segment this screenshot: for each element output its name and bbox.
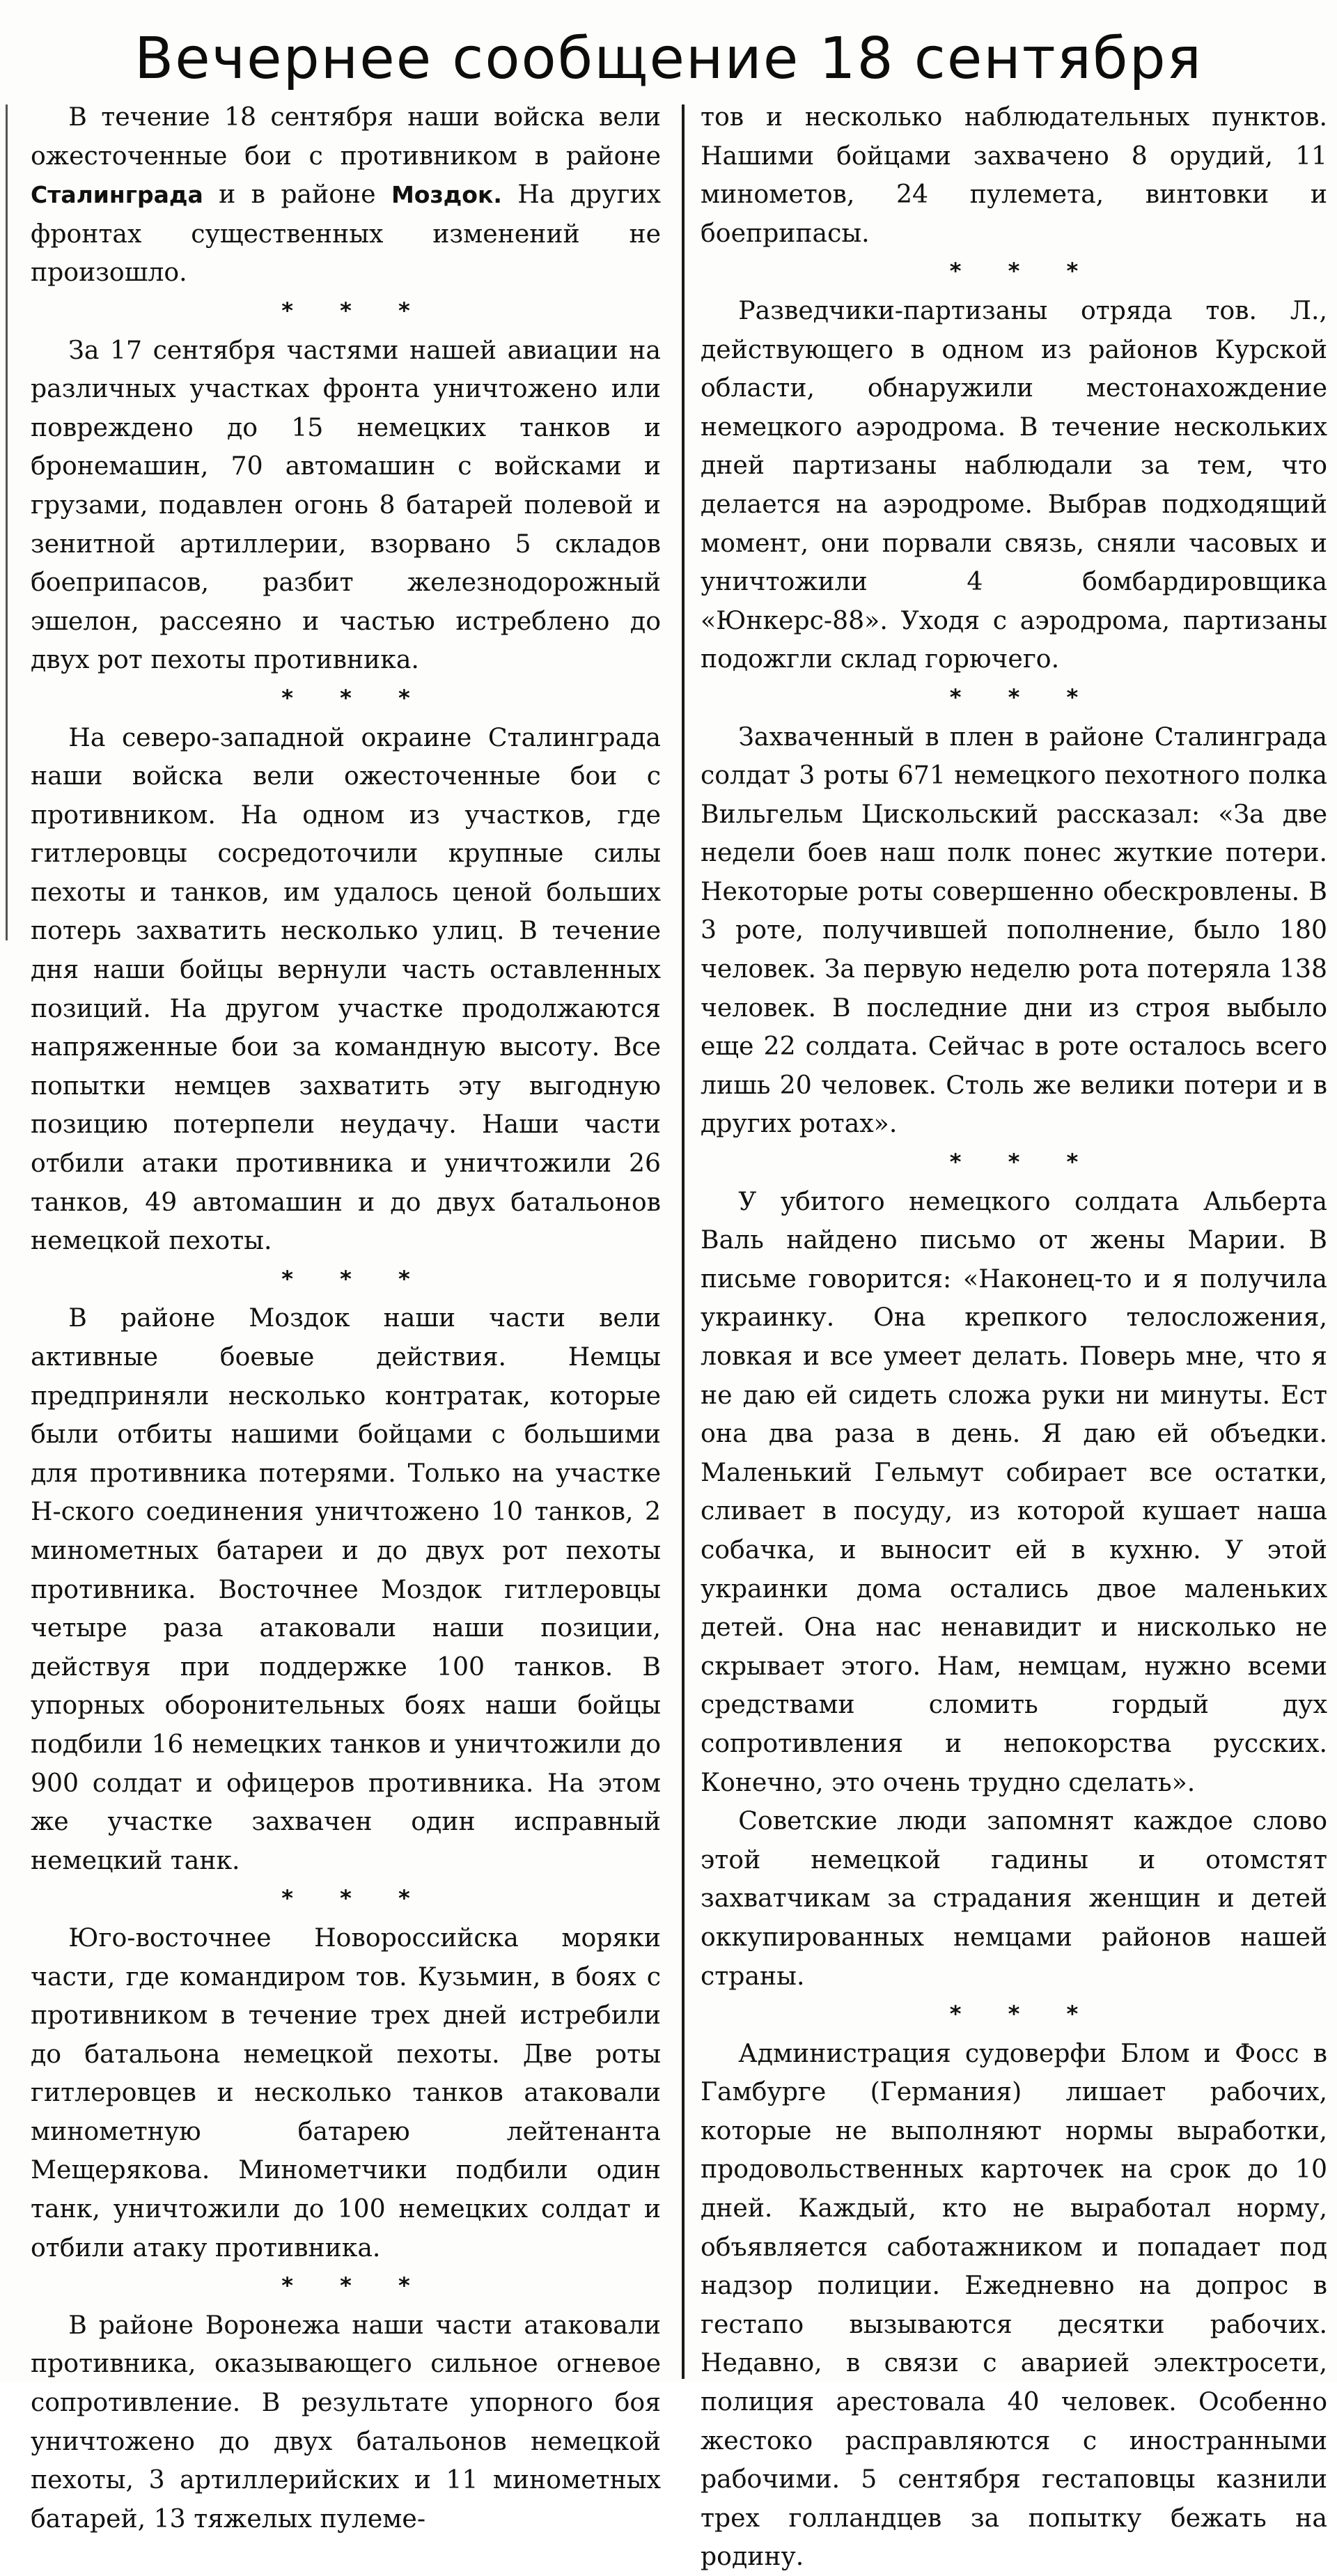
section-separator: * * * bbox=[949, 2001, 1098, 2028]
paragraph-voronezh-continued: тов и несколько наблюдательных пунктов. Нашими бойцами захвачено 8 орудий, 11 минометов, 24 пулемета, винтовки и боеприпасы. bbox=[701, 102, 1327, 248]
summary-place-mozdok: Моздок. bbox=[391, 181, 502, 209]
paragraph-mozdok: В районе Моздок наши части вели активные боевые действия. Немцы предприняли несколько контратак, которые были отбиты нашими бойцами с большими для противника потерями. Только на участке Н-ского соединения уничтожено 10 танков, 2 минометных батареи и до двух рот пехоты противника. Восточнее Моздок гитлеровцы четыре раза атаковали наши позиции, действуя при поддержке 100 танков. В упорных оборонительных боях наши бойцы подбили 16 немецких танков и уничтожили до 900 солдат и офицеров противника. На этом же участке захвачен один исправный немецкий танк. bbox=[31, 1303, 661, 1875]
right-column bbox=[701, 98, 1327, 2572]
section-separator: * * * bbox=[281, 297, 430, 324]
section-separator: * * * bbox=[281, 1885, 430, 1912]
paragraph-prisoner: Захваченный в плен в районе Сталинграда солдат 3 роты 671 немецкого пехотного полка Вильгельм Цискольский рассказал: «За две недели боев наш полк понес жуткие потери. Некоторые роты совершенно обескровлены. В 3 роте, получившей пополнение, было 180 человек. За первую неделю рота потеряла 138 человек. В последние дни из строя выбыло еще 22 солдата. Сейчас в роте осталось всего лишь 20 человек. Столь же велики потери и в других ротах». bbox=[701, 721, 1327, 1139]
paragraph-letter: У убитого немецкого солдата Альберта Валь найдено письмо от жены Марии. В письме говорится: «Наконец-то и я получила украинку. Она крепкого телосложения, ловкая и все умеет делать. Поверь мне, что я не даю ей сидеть сложа руки ни минуты. Ест она два раза в день. Я даю ей объедки. Маленький Гельмут собирает все остатки, сливает в посуду, из которой кушает наша собачка, и выносит ей в кухню. У этой украинки дома остались двое маленьких детей. Она нас ненавидит и нисколько не скрывает этого. Нам, немцам, нужно всеми средствами сломить гордый дух сопротивления и непокорства русских. Конечно, это очень трудно сделать». bbox=[701, 1186, 1327, 1797]
summary-text-middle: и в районе bbox=[203, 179, 391, 210]
paragraph-aviation: За 17 сентября частями нашей авиации на различных участках фронта уничтожено или повреждено до 15 немецких танков и бронемашин, 70 автомашин с войсками и грузами, подавлен огонь 8 батарей полевой и зенитной артиллерии, взорвано 5 складов боеприпасов, разбит железнодорожный эшелон, рассеяно и частью истреблено до двух рот пехоты противника. bbox=[31, 334, 661, 675]
summary-place-stalingrad: Сталинграда bbox=[31, 181, 203, 209]
paragraph-stalingrad: На северо-западной окраине Сталинграда наши войска вели ожесточенные бои с противником. На одном из участков, где гитлеровцы сосредоточили крупные силы пехоты и танков, им удалось ценой больших потерь захватить несколько улиц. В течение дня наши бойцы вернули часть оставленных позиций. На другом участке продолжаются напряженные бои за командную высоту. Все попытки немцев захватить эту выгодную позицию потерпели неудачу. Наши части отбили атаки противника и уничтожили 26 танков, 49 автомашин и до двух батальонов немецкой пехоты. bbox=[31, 722, 661, 1256]
article-title: Вечернее сообщение 18 сентября bbox=[134, 26, 1203, 92]
paragraph-novorossiysk: Юго-восточнее Новороссийска моряки части, где командиром тов. Кузьмин, в боях с противником в течение трех дней истребили до батальона немецкой пехоты. Две роты гитлеровцев и несколько танков атаковали минометную батарею лейтенанта Мещерякова. Минометчики подбили один танк, уничтожили до 100 немецких солдат и отбили атаку противника. bbox=[31, 1922, 661, 2263]
paragraph-voronezh: В районе Воронежа наши части атаковали противника, оказывающего сильное огневое сопротивление. В результате упорного боя уничтожено до двух батальонов немецкой пехоты, 3 артиллерийских и 11 минометных батарей, 13 тяжелых пулеме- bbox=[31, 2309, 661, 2534]
paragraph-summary bbox=[31, 98, 661, 292]
section-separator: * * * bbox=[281, 2272, 430, 2299]
column-divider bbox=[682, 104, 685, 2379]
paragraph-partisans: Разведчики-партизаны отряда тов. Л., действующего в одном из районов Курской области, обнаружили местонахождение немецкого аэродрома. В течение нескольких дней партизаны наблюдали за тем, что делается на аэродроме. Выбрав подходящий момент, они порвали связь, сняли часовых и уничтожили 4 бомбардировщика «Юнкерс-88». Уходя с аэродрома, партизаны подожгли склад горючего. bbox=[701, 295, 1327, 674]
paragraph-soviet-people: Советские люди запомнят каждое слово этой немецкой гадины и отомстят захватчикам за страдания женщин и детей оккупированных немцами районов нашей страны. bbox=[701, 1806, 1327, 1991]
section-separator: * * * bbox=[949, 683, 1098, 711]
summary-text-start: В течение 18 сентября наши войска вели ожесточенные бои с противником в районе bbox=[31, 102, 661, 171]
left-column bbox=[31, 98, 661, 2534]
section-separator: * * * bbox=[281, 1265, 430, 1292]
summary-text-end: На других фронтах существенных изменений не произошло. bbox=[31, 179, 661, 288]
section-separator: * * * bbox=[949, 1149, 1098, 1176]
page-edge-rule bbox=[6, 104, 8, 940]
section-separator: * * * bbox=[281, 684, 430, 711]
section-separator: * * * bbox=[949, 258, 1098, 285]
paragraph-hamburg: Администрация судоверфи Блом и Фосс в Гамбурге (Германия) лишает рабочих, которые не выполняют нормы выработки, продовольственных карточек на срок до 10 дней. Каждый, кто не выработал норму, объявляется саботажником и попадает под надзор полиции. Ежедневно на допрос в гестапо вызываются десятки рабочих. Недавно, в связи с аварией электросети, полиция арестовала 40 человек. Особенно жестоко расправляются с иностранными рабочими. 5 сентября гестаповцы казнили трех голландцев за попытку бежать на родину. bbox=[701, 2038, 1327, 2572]
